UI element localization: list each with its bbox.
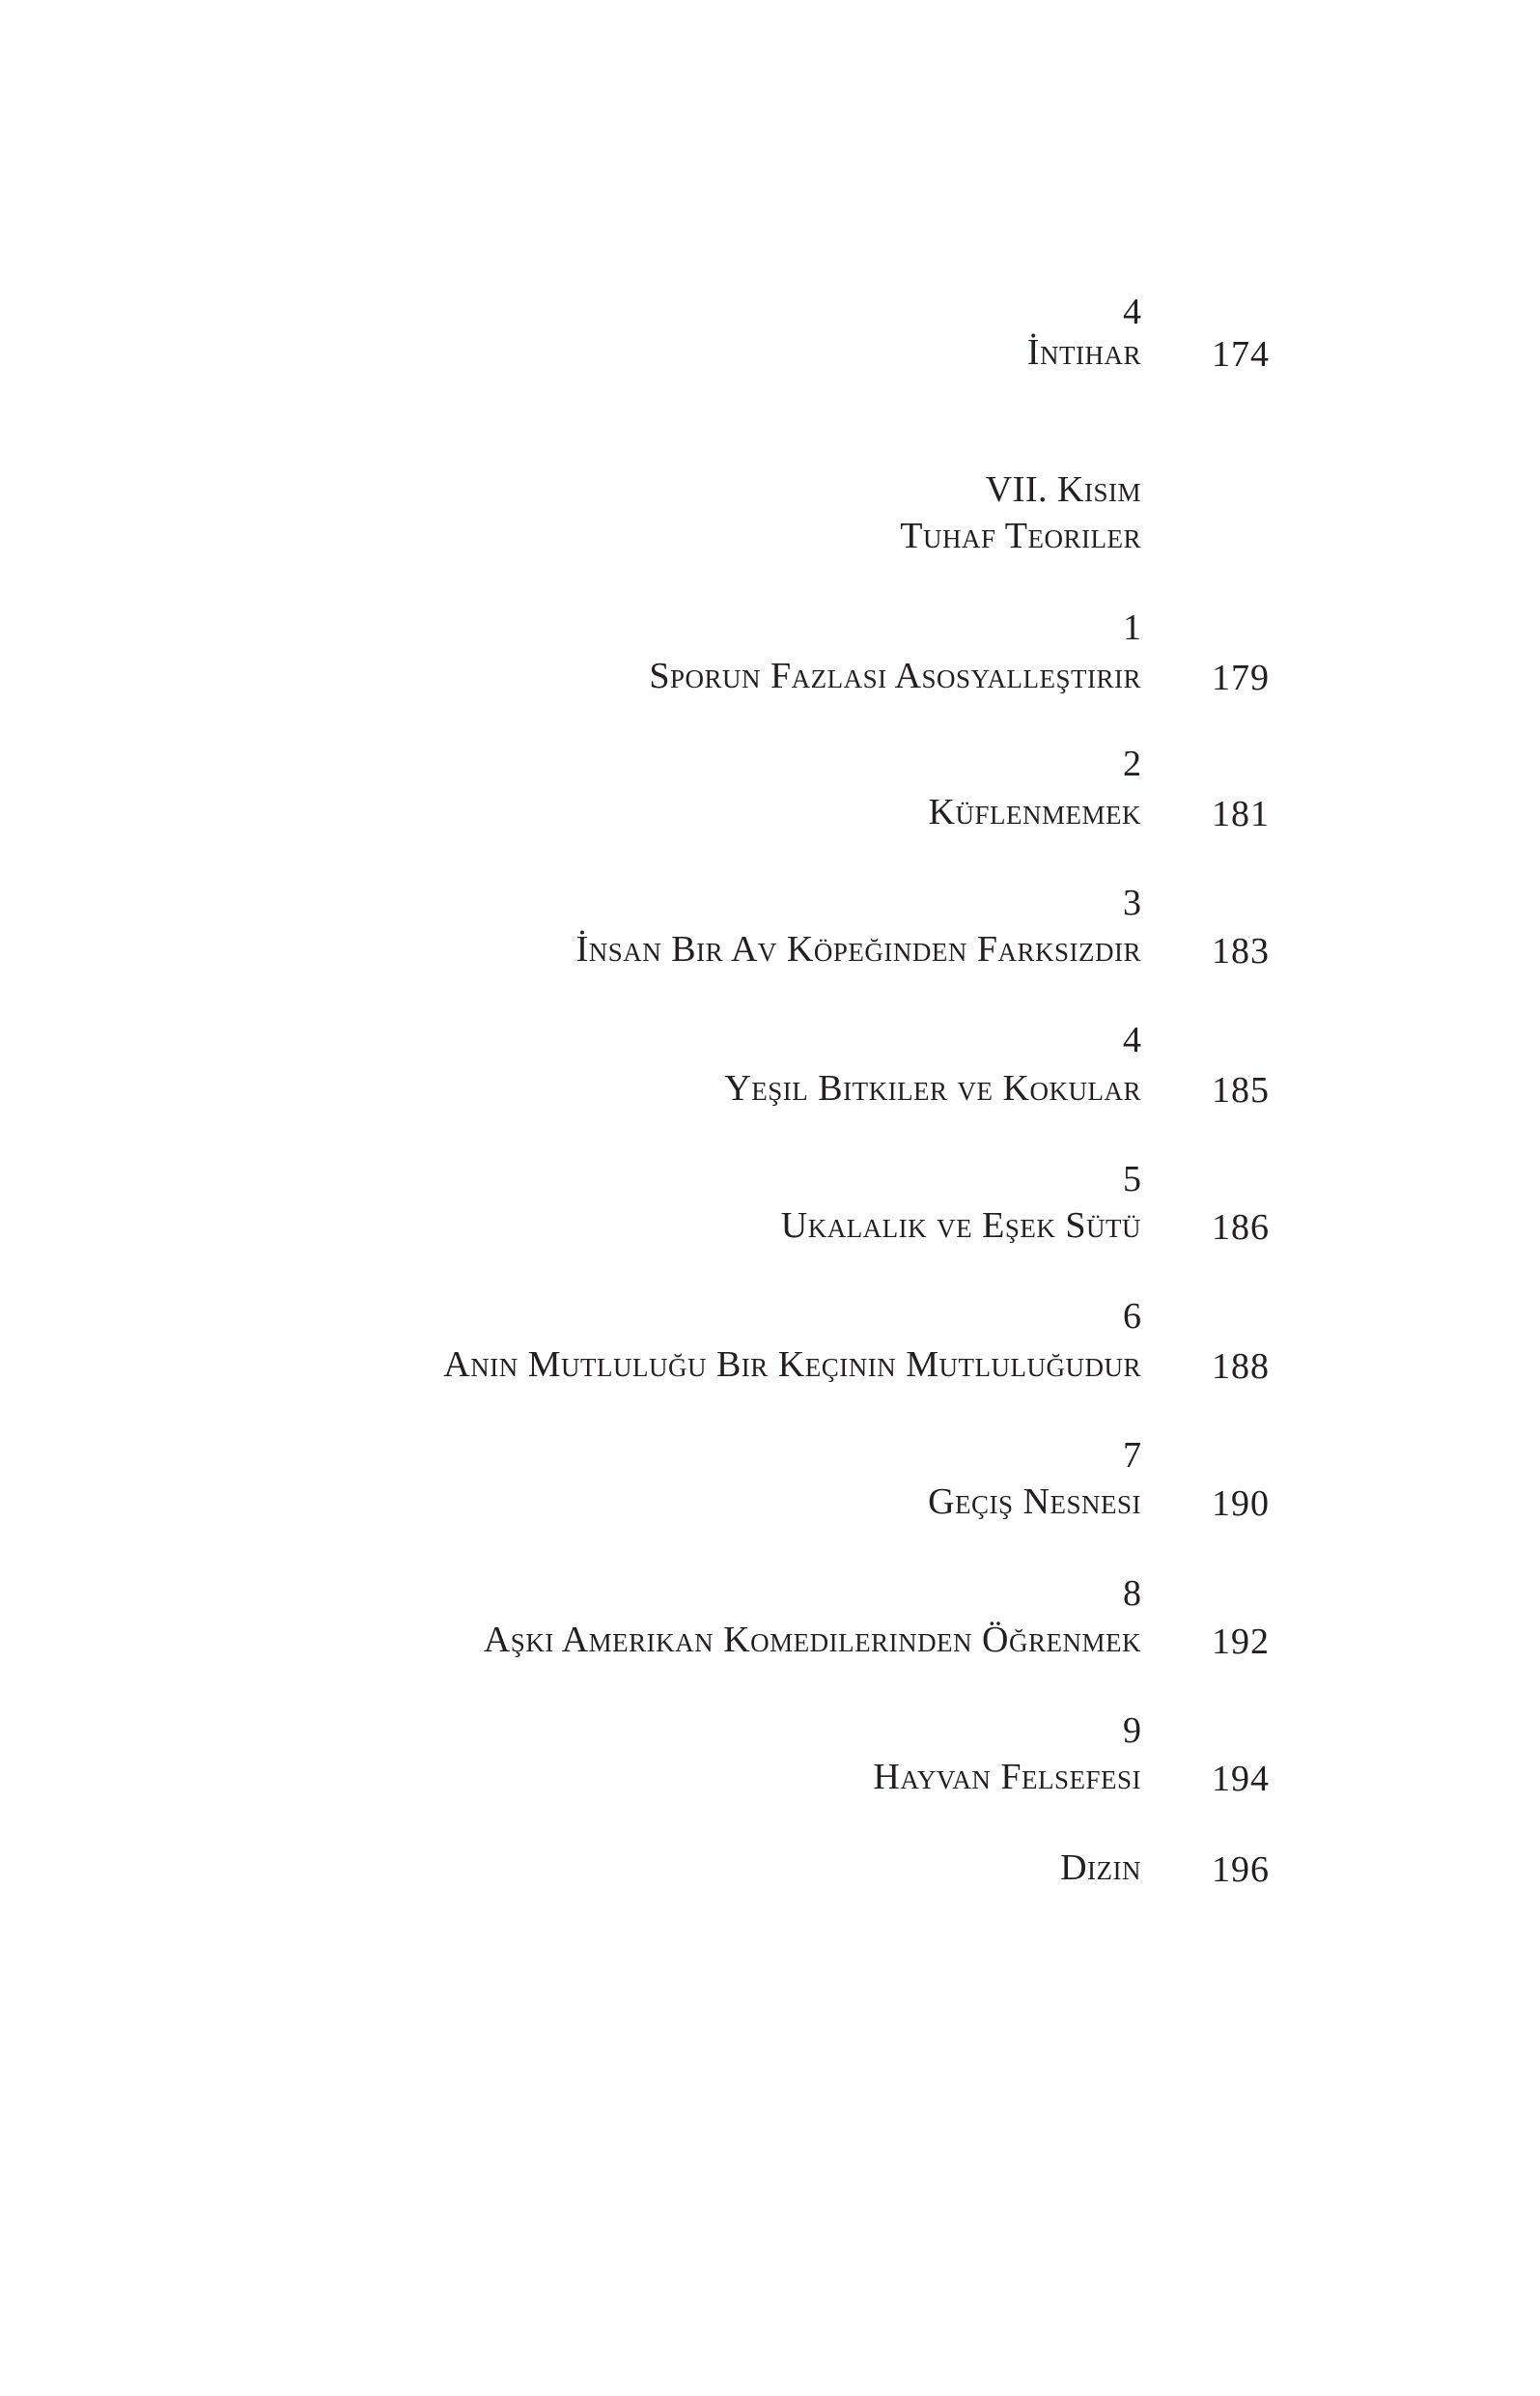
chapter-number: 4 xyxy=(1123,292,1141,332)
page-number: 196 xyxy=(1212,1849,1270,1890)
page-number: 194 xyxy=(1212,1759,1270,1799)
chapter-title: İnsan Bir Av Köpeğinden Farksızdır xyxy=(575,929,1141,970)
chapter-title: Aşkı Amerikan Komedilerinden Öğrenmek xyxy=(483,1620,1141,1660)
chapter-number: 4 xyxy=(1123,1020,1141,1060)
chapter-number: 8 xyxy=(1123,1573,1141,1614)
chapter-number: 3 xyxy=(1123,883,1141,923)
page-number: 190 xyxy=(1212,1483,1270,1524)
chapter-title: Anın Mutluluğu Bir Keçinin Mutluluğudur xyxy=(443,1344,1141,1385)
chapter-number: 6 xyxy=(1123,1296,1141,1337)
chapter-title: Yeşil Bitkiler ve Kokular xyxy=(724,1068,1141,1109)
page-number: 186 xyxy=(1212,1207,1270,1248)
chapter-title: Küflenmemek xyxy=(928,792,1141,832)
page-number: 181 xyxy=(1212,794,1270,834)
chapter-number: 7 xyxy=(1123,1435,1141,1476)
page-number: 179 xyxy=(1212,658,1270,698)
page-number: 185 xyxy=(1212,1070,1270,1111)
chapter-number: 2 xyxy=(1123,744,1141,784)
page-number: 174 xyxy=(1212,334,1270,375)
chapter-title: Ukalalık ve Eşek Sütü xyxy=(780,1205,1141,1246)
chapter-title: Geçiş Nesnesi xyxy=(928,1481,1141,1522)
chapter-title: Sporun Fazlası Asosyalleştirir xyxy=(649,656,1141,696)
page-number: 188 xyxy=(1212,1346,1270,1387)
chapter-number: 1 xyxy=(1123,607,1141,648)
index-title: Dizin xyxy=(1060,1847,1141,1888)
chapter-title: Hayvan Felsefesi xyxy=(873,1757,1141,1797)
part-label: VII. Kısım xyxy=(985,469,1141,510)
part-title: Tuhaf Teoriler xyxy=(900,516,1141,556)
chapter-number: 9 xyxy=(1123,1710,1141,1751)
page-number: 192 xyxy=(1212,1621,1270,1662)
chapter-number: 5 xyxy=(1123,1159,1141,1199)
chapter-title: İntihar xyxy=(1026,332,1141,373)
page-number: 183 xyxy=(1212,931,1270,972)
